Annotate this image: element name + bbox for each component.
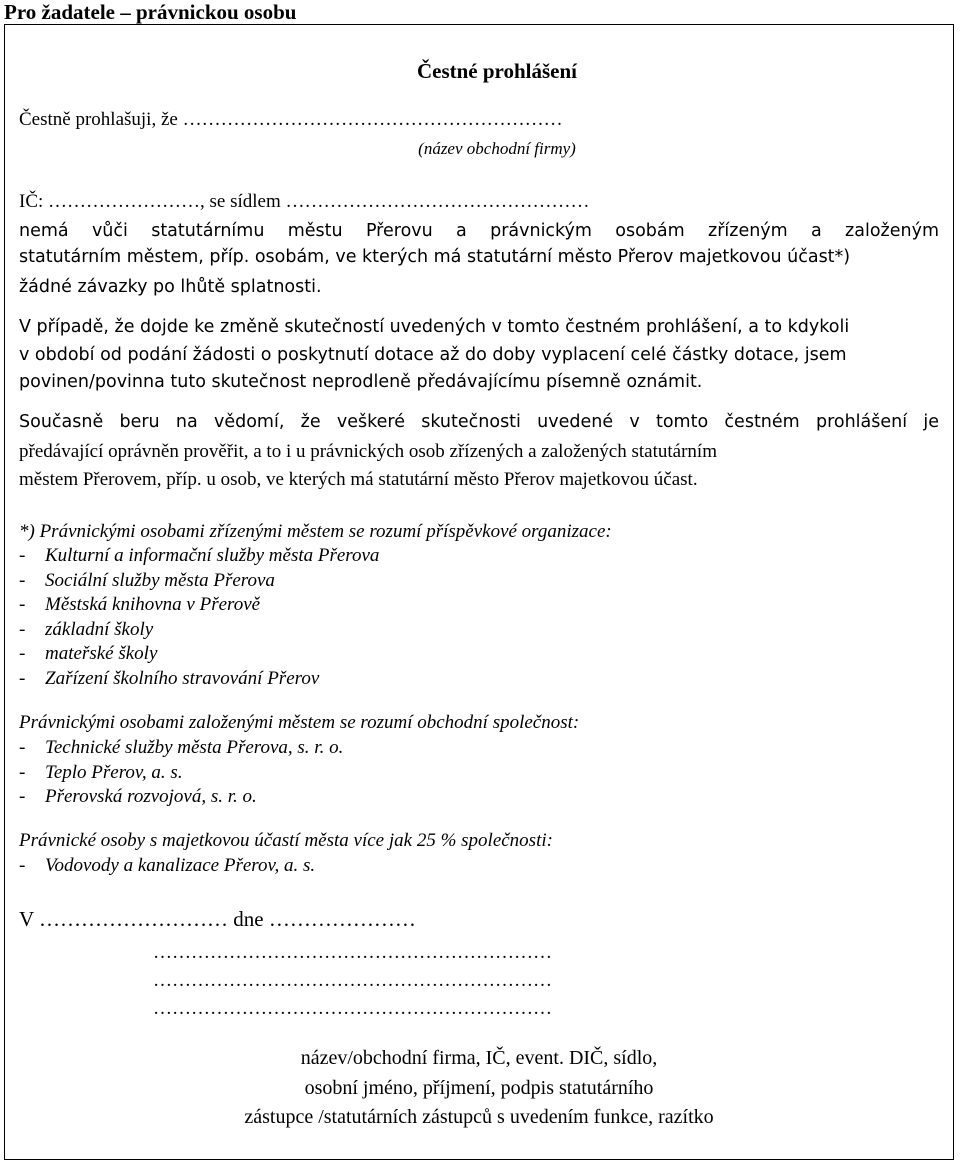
place-date-line: V ……………………… dne ………………… [19, 907, 416, 931]
awareness-paragraph-line-2: předávající oprávněn prověřit, a to i u právnických osob zřízených a založených statutárním [19, 441, 717, 462]
stake-orgs-heading: Právnické osoby s majetkovou účastí města více jak 25 % společnosti: [19, 830, 553, 851]
declaration-line-4: statutárním městem, příp. osobám, ve kterých má statutární město Přerov majetkovou účast*) [19, 247, 851, 267]
signature-dotted-line: ……………………………………………………… [153, 970, 552, 991]
list-item: - základní školy [19, 619, 154, 640]
signature-caption-line-3: zástupce /statutárních zástupců s uvedením funkce, razítko [244, 1106, 714, 1128]
awareness-paragraph-line-3: městem Přerovem, příp. u osob, ve kterých má statutární město Přerov majetkovou účast. [19, 469, 698, 490]
founded-orgs-heading: *) Právnickými osobami zřízenými městem se rozumí příspěvkové organizace: [19, 521, 612, 542]
awareness-paragraph-line-1: Současně beru na vědomí, že veškeré skutečnosti uvedené v tomto čestném prohlášení je [19, 412, 939, 432]
declaration-line-5: žádné závazky po lhůtě splatnosti. [19, 277, 322, 297]
declaration-line-3: nemá vůči statutárnímu městu Přerovu a právnickým osobám zřízeným a založeným [19, 221, 939, 241]
signature-caption-line-1: název/obchodní firma, IČ, event. DIČ, sídlo, [300, 1047, 658, 1069]
established-orgs-heading: Právnickými osobami založenými městem se rozumí obchodní společnost: [19, 712, 580, 733]
list-item: - Přerovská rozvojová, s. r. o. [19, 786, 257, 807]
signature-dotted-line: ……………………………………………………… [153, 942, 552, 963]
list-item: - Technické služby města Přerova, s. r. o. [19, 737, 344, 758]
page-header-title: Pro žadatele – právnickou osobu [4, 0, 297, 24]
signature-dotted-line: ……………………………………………………… [153, 998, 552, 1019]
change-paragraph-line-1: V případě, že dojde ke změně skutečností uvedených v tomto čestném prohlášení, a to kdykoli [19, 317, 850, 337]
firm-name-caption: (název obchodní firmy) [418, 139, 576, 158]
change-paragraph-line-2: v období od podání žádosti o poskytnutí dotace až do doby vyplacení celé částky dotace, jsem [19, 345, 847, 365]
list-item: - Městská knihovna v Přerově [19, 594, 261, 615]
list-item: - Teplo Přerov, a. s. [19, 762, 183, 783]
declaration-line-id: IČ: ……………………, se sídlem ………………………………………… [19, 191, 590, 212]
signature-caption-line-2: osobní jméno, příjmení, podpis statutárního [304, 1077, 654, 1099]
declaration-frame [4, 24, 954, 1160]
list-item: - Vodovody a kanalizace Přerov, a. s. [19, 855, 316, 876]
change-paragraph-line-3: povinen/povinna tuto skutečnost neprodleně předávajícímu písemně oznámit. [19, 372, 703, 392]
list-item: - mateřské školy [19, 643, 158, 664]
list-item: - Kulturní a informační služby města Přerova [19, 545, 380, 566]
document-title: Čestné prohlášení [416, 59, 578, 83]
declaration-line-firm: Čestně prohlašuji, že …………………………………………………… [19, 109, 563, 130]
list-item: - Zařízení školního stravování Přerov [19, 668, 320, 689]
list-item: - Sociální služby města Přerova [19, 570, 275, 591]
